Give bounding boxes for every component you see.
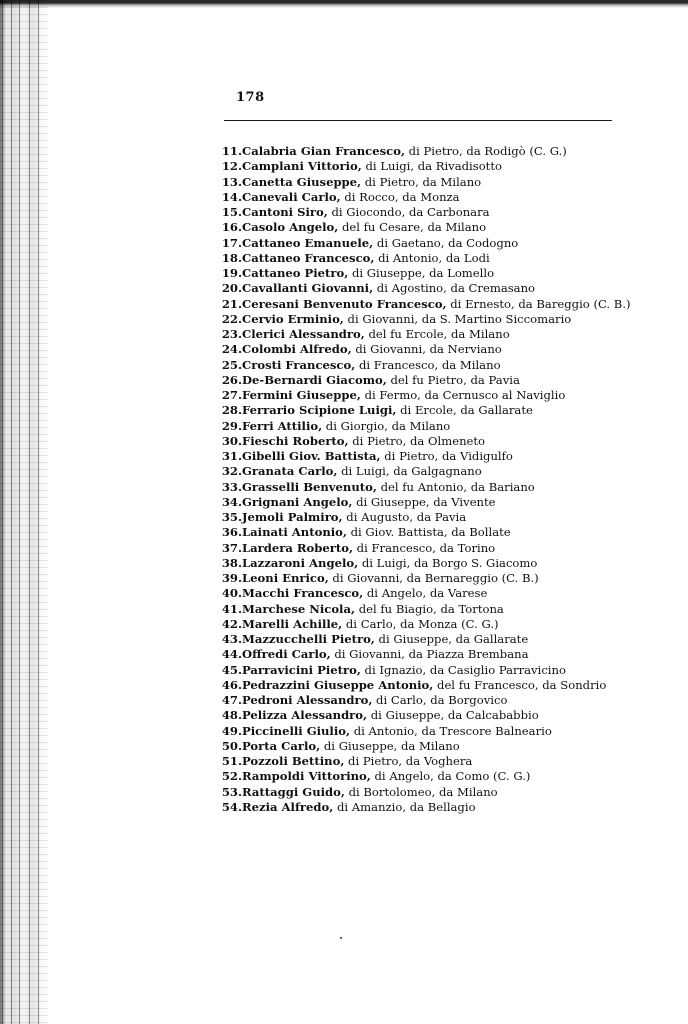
entry-name [242,175,481,190]
speck [340,937,342,939]
scan-top-edge [0,0,688,8]
entry-name [242,312,571,327]
entry-number: 12. [221,159,242,174]
entry-surname-given: Grignani Angelo, [242,494,353,509]
entry-name [242,297,631,312]
entry-number: 15. [221,205,242,219]
entry-name [242,281,535,296]
entry-number: 33. [221,479,242,494]
list-item [212,236,652,251]
entry-number: 21. [221,296,242,311]
list-item [212,510,652,525]
entry-details: di Giovanni, da Bernareggio (C. B.) [328,571,539,585]
entry-details: di Giuseppe, da Milano [320,738,460,753]
entry-name [242,220,486,235]
list-item [212,205,652,220]
binding-line [29,0,30,1024]
entry-surname-given: Pelizza Alessandro, [242,708,368,723]
entry-name [242,373,520,388]
entry-number: 41. [221,601,242,616]
entry-surname-given: Grasselli Benvenuto, [242,479,377,494]
entry-surname-given: Fermini Giuseppe, [242,388,361,402]
entry-surname-given: Jemoli Palmiro, [242,510,343,524]
list-item [212,724,652,739]
entry-details: di Angelo, da Como (C. G.) [370,769,531,784]
entry-number: 40. [221,586,242,601]
entry-name [242,724,552,739]
entry-name [242,342,502,357]
list-item [212,266,652,281]
entry-number: 32. [221,464,242,479]
entry-name [242,251,490,266]
entry-details: del fu Pietro, da Pavia [386,372,520,387]
entry-surname-given: Piccinelli Giulio, [242,723,351,738]
entry-details: di Antonio, da Trescore Balneario [350,723,552,738]
list-item [212,434,652,449]
entry-surname-given: Casolo Angelo, [242,220,339,235]
entry-details: di Pietro, da Olmeneto [348,433,486,448]
list-item [212,678,652,693]
entry-number: 30. [221,433,242,448]
list-item [212,312,652,327]
entry-surname-given: Macchi Francesco, [242,586,364,601]
entry-surname-given: Pozzoli Bettino, [242,754,345,768]
entry-details: di Giocondo, da Carbonara [327,205,490,219]
entry-name [242,358,501,373]
entry-surname-given: Cervio Erminio, [242,311,344,326]
entry-name [242,434,485,449]
entry-details: di Angelo, da Varese [363,586,488,601]
list-item [212,220,652,235]
entry-details: di Francesco, da Milano [355,357,501,372]
entry-name [242,556,537,571]
entry-surname-given: Cantoni Siro, [242,205,328,219]
entry-name [242,602,504,617]
header-rule [224,120,612,121]
list-item [212,785,652,800]
entry-name [242,739,460,754]
entry-surname-given: Camplani Vittorio, [242,159,362,174]
entry-number: 53. [221,784,242,799]
entry-details: di Luigi, da Borgo S. Giacomo [358,555,538,570]
entry-details: di Pietro, da Vidigulfo [380,449,513,463]
entry-number: 45. [221,662,242,677]
list-item [212,617,652,632]
entry-surname-given: Pedroni Alessandro, [242,693,373,707]
entry-number: 29. [221,418,242,433]
entry-number: 50. [221,738,242,753]
entry-details: del fu Cesare, da Milano [338,220,487,235]
list-item [212,708,652,723]
entry-details: del fu Biagio, da Tortona [355,601,504,616]
entry-details: di Amanzio, da Bellagio [333,799,476,814]
list-item [212,251,652,266]
entry-number: 31. [221,449,242,463]
entry-details: di Giovanni, da Nerviano [351,342,502,357]
entry-surname-given: Lazzaroni Angelo, [242,555,359,570]
entry-surname-given: Cattaneo Francesco, [242,250,375,265]
entry-number: 46. [221,677,242,692]
entry-details: di Bortolomeo, da Milano [344,784,498,799]
list-item [212,464,652,479]
entry-name [242,236,518,251]
entry-details: di Giov. Battista, da Bollate [346,525,511,540]
binding-line [11,0,12,1024]
list-item [212,297,652,312]
list-item [212,281,652,296]
list-item [212,586,652,601]
entry-surname-given: Rampoldi Vittorino, [242,769,371,784]
entry-number: 34. [221,494,242,509]
list-item [212,647,652,662]
entry-name [242,769,530,784]
entry-details: di Giovanni, da S. Martino Siccomario [343,311,572,326]
binding-line [38,0,39,1024]
entry-name [242,525,511,540]
entry-number: 25. [221,357,242,372]
list-item [212,480,652,495]
entry-name [242,190,460,205]
entry-details: di Giuseppe, da Gallarate [374,632,529,646]
entry-number: 22. [221,311,242,326]
list-item [212,556,652,571]
entry-number: 54. [221,799,242,814]
entry-number: 44. [221,647,242,662]
entry-number: 26. [221,372,242,387]
binding-line [19,0,20,1024]
entry-name [242,800,476,815]
entry-number: 47. [221,693,242,707]
list-item [212,388,652,403]
entry-name [242,693,507,708]
list-item [212,342,652,357]
list-item [212,159,652,174]
entry-surname-given: Rezia Alfredo, [242,799,334,814]
entry-details: di Carlo, da Monza (C. G.) [342,616,499,631]
entry-surname-given: Calabria Gian Francesco, [242,144,405,158]
list-item [212,419,652,434]
entry-number: 43. [221,632,242,646]
entry-surname-given: Cattaneo Pietro, [242,266,349,280]
entry-name [242,647,528,662]
entry-details: del fu Ercole, da Milano [364,327,510,341]
list-item [212,449,652,464]
entry-details: di Ignazio, da Casiglio Parravicino [360,662,566,677]
entry-number: 14. [221,189,242,204]
entry-number: 24. [221,342,242,357]
list-item [212,327,652,342]
entry-number: 39. [221,571,242,585]
entry-details: del fu Antonio, da Bariano [376,479,535,494]
entry-details: di Pietro, da Voghera [344,754,473,768]
entry-surname-given: Crosti Francesco, [242,357,356,372]
entry-surname-given: Clerici Alessandro, [242,327,365,341]
entry-surname-given: Colombi Alfredo, [242,342,352,357]
entry-surname-given: Cattaneo Emanuele, [242,235,374,250]
entry-details: di Giuseppe, da Vivente [352,494,496,509]
entry-name [242,419,450,434]
entry-name [242,754,472,769]
entry-number: 48. [221,708,242,723]
binding-line [2,0,3,1024]
entry-surname-given: Parravicini Pietro, [242,662,361,677]
entry-surname-given: Rattaggi Guido, [242,784,345,799]
entry-number: 17. [221,235,242,250]
list-item [212,754,652,769]
entry-details: di Augusto, da Pavia [342,510,467,524]
entry-surname-given: De-Bernardi Giacomo, [242,372,387,387]
entry-details: di Giuseppe, da Calcababbio [367,708,539,723]
entry-name [242,495,496,510]
entry-number: 51. [221,754,242,768]
entry-number: 52. [221,769,242,784]
entry-surname-given: Offredi Carlo, [242,647,331,662]
entry-name [242,159,502,174]
entry-name [242,403,533,418]
entry-number: 35. [221,510,242,524]
list-item [212,632,652,647]
entry-details: di Ernesto, da Bareggio (C. B.) [446,296,631,311]
entry-details: di Antonio, da Lodi [374,250,490,265]
entry-details: di Pietro, da Rodigò (C. G.) [404,144,567,158]
entry-surname-given: Porta Carlo, [242,738,321,753]
entry-surname-given: Marelli Achille, [242,616,343,631]
list-item [212,602,652,617]
entry-surname-given: Granata Carlo, [242,464,338,479]
entry-name [242,510,466,525]
list-item [212,144,652,159]
entry-surname-given: Pedrazzini Giuseppe Antonio, [242,677,434,692]
entry-number: 49. [221,723,242,738]
entry-number: 36. [221,525,242,540]
list-item [212,571,652,586]
entry-name [242,388,565,403]
entry-surname-given: Lainati Antonio, [242,525,347,540]
entry-name [242,617,499,632]
list-item [212,525,652,540]
entry-name [242,541,495,556]
entry-details: di Luigi, da Rivadisotto [361,159,502,174]
scan-binding-edge [0,0,48,1024]
entry-details: di Agostino, da Cremasano [373,281,536,296]
list-item [212,373,652,388]
entry-name [242,449,513,464]
entry-name [242,632,528,647]
entry-surname-given: Mazzucchelli Pietro, [242,632,375,646]
entry-surname-given: Fieschi Roberto, [242,433,349,448]
entry-name [242,266,494,281]
entry-number: 37. [221,540,242,555]
entry-number: 16. [221,220,242,235]
entry-details: di Giorgio, da Milano [322,418,451,433]
entry-surname-given: Ferri Attilio, [242,418,323,433]
entry-number: 23. [221,327,242,341]
list-item [212,541,652,556]
list-item [212,175,652,190]
entry-name [242,785,498,800]
list-item [212,800,652,815]
list-item [212,739,652,754]
list-item [212,403,652,418]
list-item [212,358,652,373]
entry-number: 42. [221,616,242,631]
entry-number: 13. [221,174,242,189]
entry-details: di Pietro, da Milano [361,174,482,189]
entry-name [242,586,487,601]
entry-name [242,663,566,678]
entry-surname-given: Cavallanti Giovanni, [242,281,374,296]
entry-details: di Ercole, da Gallarate [396,403,533,418]
entry-surname-given: Marchese Nicola, [242,601,356,616]
entry-details: di Francesco, da Torino [353,540,496,555]
entry-surname-given: Lardera Roberto, [242,540,353,555]
entry-number: 11. [221,144,242,158]
entry-number: 28. [221,403,242,418]
list-item [212,190,652,205]
entry-name [242,678,606,693]
entry-details: di Gaetano, da Codogno [373,235,519,250]
entry-details: del fu Francesco, da Sondrio [433,677,607,692]
entry-name [242,205,490,220]
entry-name [242,480,535,495]
entry-details: di Rocco, da Monza [340,189,460,204]
entry-details: di Giuseppe, da Lomello [348,266,495,280]
entry-name [242,708,539,723]
list-item [212,663,652,678]
entry-name [242,327,510,342]
entry-surname-given: Canetta Giuseppe, [242,174,362,189]
page-number: 178 [236,90,265,105]
entry-number: 20. [221,281,242,296]
name-list [212,144,652,815]
entry-surname-given: Canevali Carlo, [242,189,341,204]
entry-number: 19. [221,266,242,280]
entry-name [242,464,482,479]
entry-details: di Luigi, da Galgagnano [337,464,482,479]
entry-surname-given: Ferrario Scipione Luigi, [242,403,397,418]
entry-surname-given: Ceresani Benvenuto Francesco, [242,296,447,311]
entry-details: di Fermo, da Cernusco al Naviglio [360,388,566,402]
list-item [212,769,652,784]
list-item [212,693,652,708]
list-item [212,495,652,510]
entry-number: 38. [221,555,242,570]
entry-details: di Giovanni, da Piazza Brembana [330,647,529,662]
entry-number: 27. [221,388,242,402]
entry-details: di Carlo, da Borgovico [372,693,508,707]
entry-name [242,144,567,159]
entry-surname-given: Gibelli Giov. Battista, [242,449,381,463]
entry-surname-given: Leoni Enrico, [242,571,329,585]
entry-number: 18. [221,250,242,265]
entry-name [242,571,539,586]
